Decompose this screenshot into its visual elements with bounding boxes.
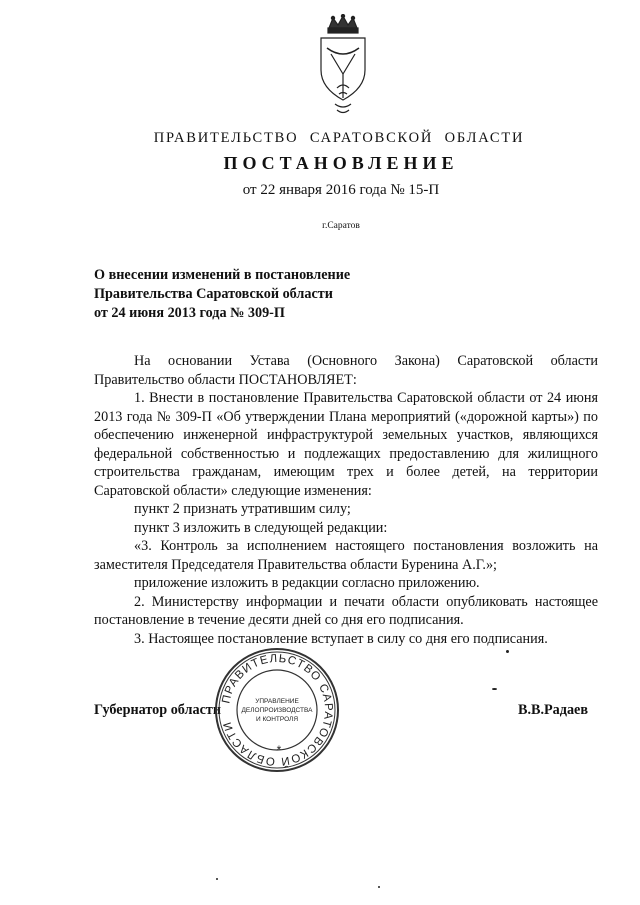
scan-speck xyxy=(492,688,497,690)
government-title: ПРАВИТЕЛЬСТВО САРАТОВСКОЙ ОБЛАСТИ xyxy=(153,130,525,146)
subject-line: от 24 июня 2013 года № 309-П xyxy=(94,305,285,321)
scan-speck xyxy=(506,650,509,653)
stamp-ring-text: ПРАВИТЕЛЬСТВО САРАТОВСКОЙ ОБЛАСТИ xyxy=(220,652,335,768)
body-paragraph-preamble: На основании Устава (Основного Закона) Саратовской области Правительство области ПОСТАНОВЛЯЕТ: xyxy=(94,353,598,388)
official-stamp xyxy=(213,646,341,774)
document-type: ПОСТАНОВЛЕНИЕ xyxy=(223,153,459,173)
stamp-star-icon: * xyxy=(276,743,282,757)
stamp-inner-line: ДЕЛОПРОИЗВОДСТВА xyxy=(241,707,313,714)
scan-speck xyxy=(378,886,380,888)
stamp-inner-line: УПРАВЛЕНИЕ xyxy=(255,698,299,705)
body-paragraph-quote: «3. Контроль за исполнением настоящего постановления возложить на заместителя Председателя Правительства области Буренина А.Г.»; xyxy=(94,538,598,573)
document-date-number: от 22 января 2016 года № 15-П xyxy=(242,182,440,198)
body-paragraph-subitem: пункт 3 изложить в следующей редакции: xyxy=(134,519,388,536)
document-body xyxy=(94,352,598,648)
signatory-name: В.В.Радаев xyxy=(518,702,589,718)
stamp-inner-line: И КОНТРОЛЯ xyxy=(255,716,299,723)
document-city: г.Саратов xyxy=(322,221,360,231)
body-paragraph-item-3: 3. Настоящее постановление вступает в силу со дня его подписания. xyxy=(134,630,548,647)
body-paragraph-subitem: приложение изложить в редакции согласно приложению. xyxy=(134,575,480,591)
body-paragraph-item-1: 1. Внести в постановление Правительства Саратовской области от 24 июня 2013 года № 309-П «Об утверждении Плана мероприятий («дорожной карты») по обеспечению инженерной инфраструктурой земельных участков, являющихся федеральной собственностью и подлежащих предоставлению для жилищного строительства гражданам, имеющим трех и более детей, на территории Саратовской области» следующие изменения: xyxy=(94,390,598,499)
subject-line: Правительства Саратовской области xyxy=(94,286,333,302)
document-subject xyxy=(94,266,414,323)
body-paragraph-item-2: 2. Министерству информации и печати области опубликовать настоящее постановление в течение десяти дней со дня его подписания. xyxy=(94,593,598,628)
subject-line: О внесении изменений в постановление xyxy=(94,267,351,283)
body-paragraph-subitem: пункт 2 признать утратившим силу; xyxy=(134,501,351,517)
coat-of-arms-emblem xyxy=(311,14,375,118)
signatory-title: Губернатор области xyxy=(94,702,222,718)
scan-speck xyxy=(216,878,218,880)
